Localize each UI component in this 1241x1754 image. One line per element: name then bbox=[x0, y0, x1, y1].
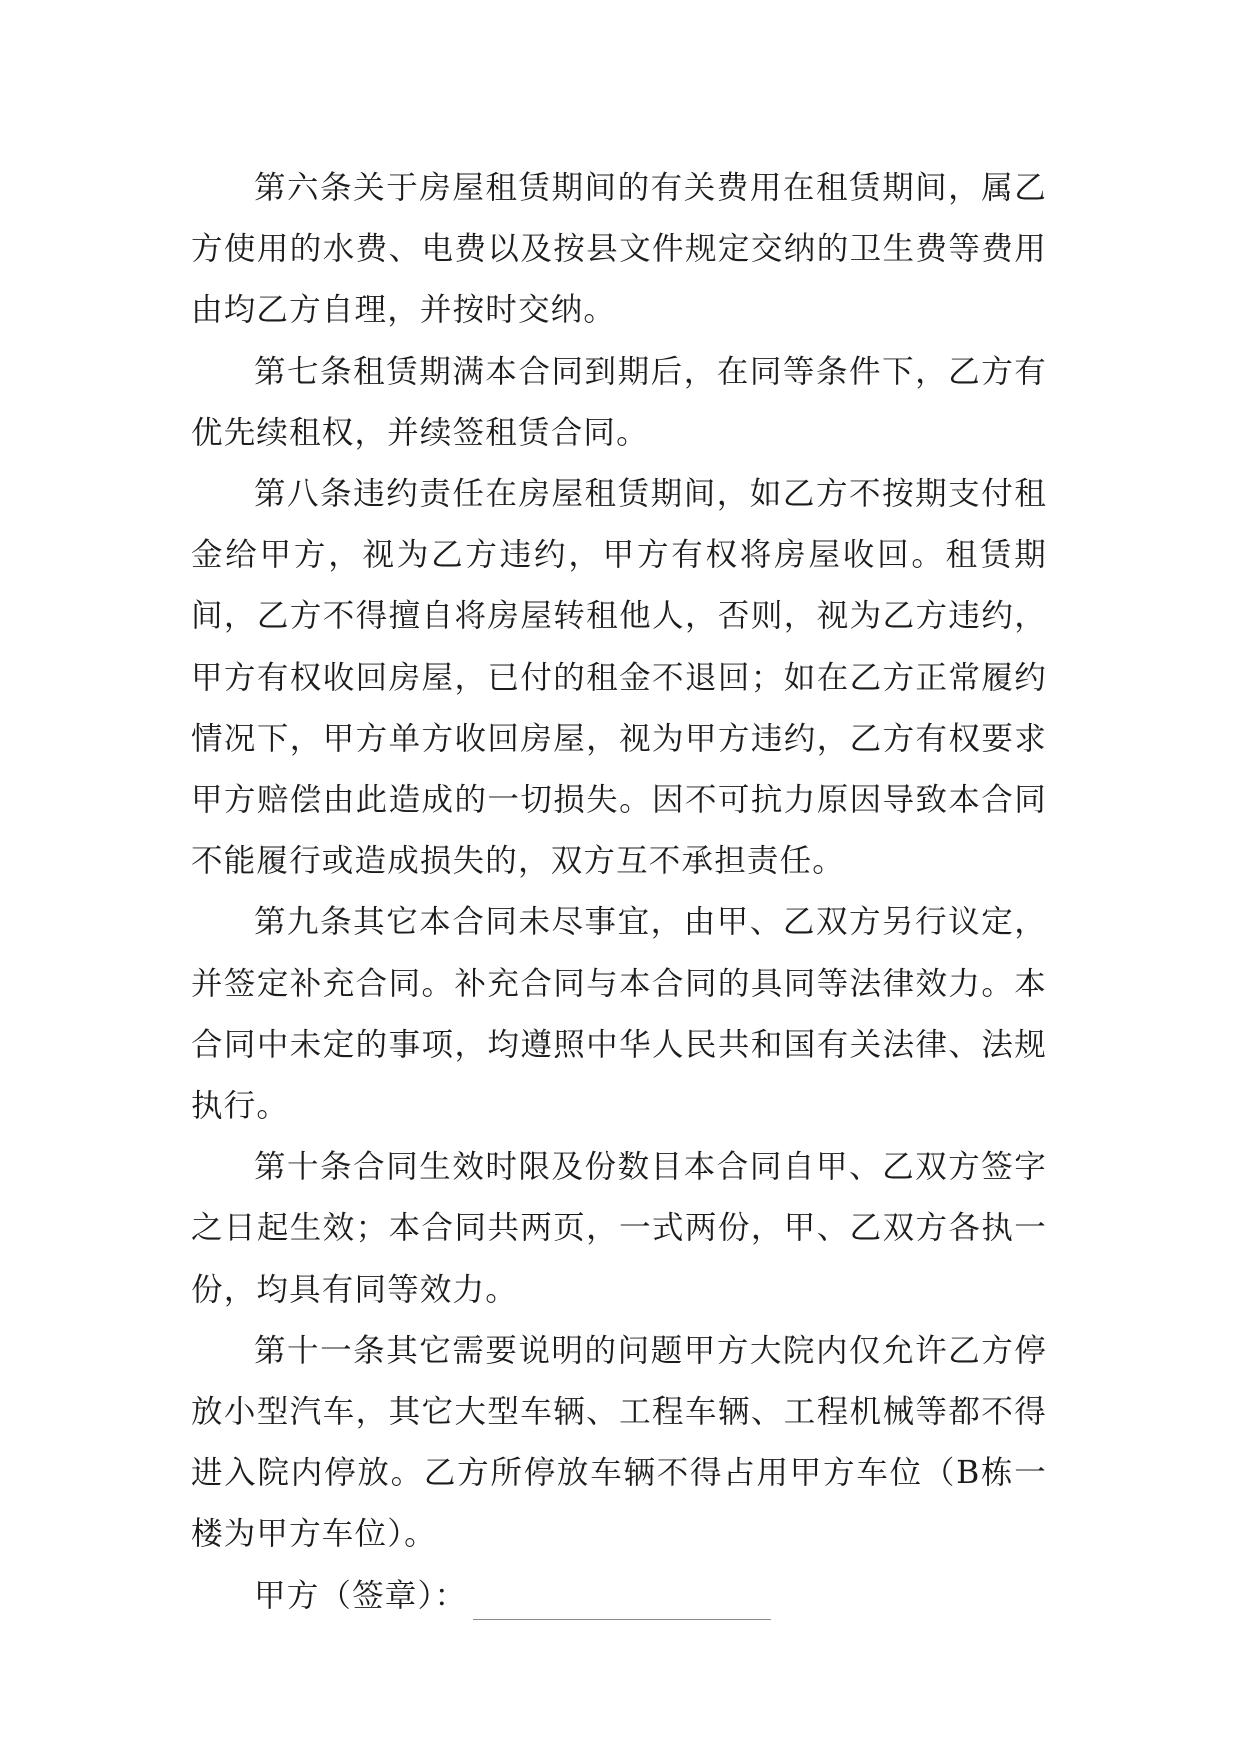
clause-10-paragraph: 第十条合同生效时限及份数目本合同自甲、乙双方签字之日起生效；本合同共两页，一式两份，甲、乙双方各执一份，均具有同等效力。 bbox=[191, 1149, 1047, 1308]
clause-6-paragraph: 第六条关于房屋租赁期间的有关费用在租赁期间，属乙方使用的水费、电费以及按县文件规定交纳的卫生费等费用由均乙方自理，并按时交纳。 bbox=[191, 170, 1047, 329]
clause-11-paragraph: 第十一条其它需要说明的问题甲方大院内仅允许乙方停放小型汽车，其它大型车辆、工程车辆、工程机械等都不得进入院内停放。乙方所停放车辆不得占用甲方车位（B栋一楼为甲方车位）。 bbox=[191, 1332, 1047, 1553]
clause-7-paragraph: 第七条租赁期满本合同到期后，在同等条件下，乙方有优先续租权，并续签租赁合同。 bbox=[191, 353, 1047, 451]
clause-9-paragraph: 第九条其它本合同未尽事宜，由甲、乙双方另行议定，并签定补充合同。补充合同与本合同的具同等法律效力。本合同中未定的事项，均遵照中华人民共和国有关法律、法规执行。 bbox=[191, 904, 1047, 1125]
document-body bbox=[191, 158, 1047, 1627]
party-a-signature-line bbox=[191, 1566, 1047, 1627]
clause-8-paragraph: 第八条违约责任在房屋租赁期间，如乙方不按期支付租金给甲方，视为乙方违约，甲方有权将房屋收回。租赁期间，乙方不得擅自将房屋转租他人，否则，视为乙方违约，甲方有权收回房屋，已付的租金不退回；如在乙方正常履约情况下，甲方单方收回房屋，视为甲方违约，乙方有权要求甲方赔偿由此造成的一切损失。因不可抗力原因导致本合同不能履行或造成损失的，双方互不承担责任。 bbox=[191, 476, 1047, 880]
party-a-signature-label: 甲方（签章）： bbox=[254, 1577, 468, 1614]
signature-blank bbox=[473, 1619, 771, 1620]
